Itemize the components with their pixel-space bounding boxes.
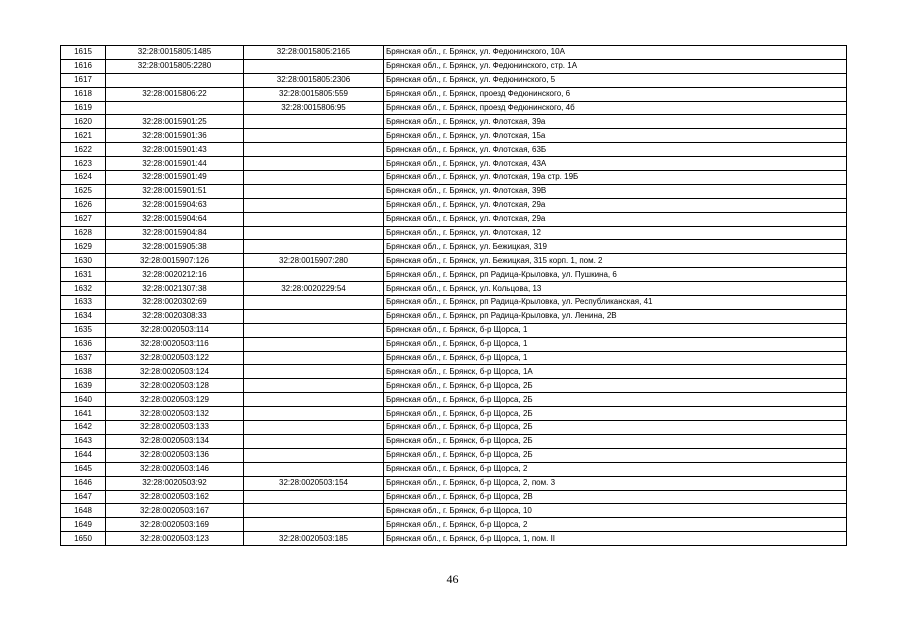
address-cell: Брянская обл., г. Брянск, ул. Флотская, 29а bbox=[384, 198, 847, 212]
address-cell: Брянская обл., г. Брянск, ул. Федюнинского, 5 bbox=[384, 73, 847, 87]
cadastral-number-cell: 32:28:0020503:132 bbox=[106, 407, 244, 421]
row-number-cell: 1650 bbox=[61, 532, 106, 546]
page-number: 46 bbox=[446, 572, 459, 586]
cadastral-number-cell: 32:28:0015907:126 bbox=[106, 254, 244, 268]
table-row bbox=[61, 365, 847, 379]
address-cell: Брянская обл., г. Брянск, б-р Щорса, 2Б bbox=[384, 393, 847, 407]
row-number-cell: 1641 bbox=[61, 407, 106, 421]
table-row bbox=[61, 462, 847, 476]
address-cell: Брянская обл., г. Брянск, ул. Флотская, 39а bbox=[384, 115, 847, 129]
related-cadastral-number-cell bbox=[244, 393, 384, 407]
table-row bbox=[61, 407, 847, 421]
cadastral-number-cell: 32:28:0020503:129 bbox=[106, 393, 244, 407]
cadastral-number-cell: 32:28:0020212:16 bbox=[106, 268, 244, 282]
related-cadastral-number-cell bbox=[244, 448, 384, 462]
related-cadastral-number-cell: 32:28:0015806:95 bbox=[244, 101, 384, 115]
cadastral-number-cell: 32:28:0015806:22 bbox=[106, 87, 244, 101]
cadastral-number-cell: 32:28:0015805:2280 bbox=[106, 59, 244, 73]
table-row bbox=[61, 296, 847, 310]
row-number-cell: 1626 bbox=[61, 198, 106, 212]
table-row bbox=[61, 393, 847, 407]
table-row bbox=[61, 518, 847, 532]
table-row bbox=[61, 101, 847, 115]
row-number-cell: 1637 bbox=[61, 351, 106, 365]
table-row bbox=[61, 115, 847, 129]
row-number-cell: 1618 bbox=[61, 87, 106, 101]
address-cell: Брянская обл., г. Брянск, б-р Щорса, 2 bbox=[384, 518, 847, 532]
row-number-cell: 1635 bbox=[61, 323, 106, 337]
cadastral-number-cell: 32:28:0015901:36 bbox=[106, 129, 244, 143]
address-cell: Брянская обл., г. Брянск, б-р Щорса, 2Б bbox=[384, 448, 847, 462]
address-cell: Брянская обл., г. Брянск, ул. Флотская, 12 bbox=[384, 226, 847, 240]
row-number-cell: 1616 bbox=[61, 59, 106, 73]
row-number-cell: 1647 bbox=[61, 490, 106, 504]
related-cadastral-number-cell bbox=[244, 462, 384, 476]
cadastral-number-cell: 32:28:0020503:136 bbox=[106, 448, 244, 462]
address-cell: Брянская обл., г. Брянск, ул. Флотская, 29а bbox=[384, 212, 847, 226]
table-row bbox=[61, 476, 847, 490]
address-cell: Брянская обл., г. Брянск, рп Радица-Крыловка, ул. Пушкина, 6 bbox=[384, 268, 847, 282]
address-cell: Брянская обл., г. Брянск, б-р Щорса, 1 bbox=[384, 351, 847, 365]
related-cadastral-number-cell: 32:28:0020229:54 bbox=[244, 282, 384, 296]
address-cell: Брянская обл., г. Брянск, проезд Федюнинского, 4б bbox=[384, 101, 847, 115]
row-number-cell: 1621 bbox=[61, 129, 106, 143]
address-cell: Брянская обл., г. Брянск, б-р Щорса, 2Б bbox=[384, 407, 847, 421]
address-cell: Брянская обл., г. Брянск, ул. Флотская, 39В bbox=[384, 184, 847, 198]
related-cadastral-number-cell bbox=[244, 171, 384, 185]
table-row bbox=[61, 171, 847, 185]
row-number-cell: 1615 bbox=[61, 46, 106, 60]
cadastral-number-cell bbox=[106, 101, 244, 115]
row-number-cell: 1630 bbox=[61, 254, 106, 268]
address-cell: Брянская обл., г. Брянск, ул. Флотская, 15а bbox=[384, 129, 847, 143]
row-number-cell: 1632 bbox=[61, 282, 106, 296]
row-number-cell: 1628 bbox=[61, 226, 106, 240]
row-number-cell: 1648 bbox=[61, 504, 106, 518]
registry-table bbox=[60, 45, 847, 546]
cadastral-number-cell: 32:28:0015904:63 bbox=[106, 198, 244, 212]
address-cell: Брянская обл., г. Брянск, проезд Федюнинского, 6 bbox=[384, 87, 847, 101]
related-cadastral-number-cell bbox=[244, 309, 384, 323]
table-row bbox=[61, 379, 847, 393]
cadastral-number-cell: 32:28:0020308:33 bbox=[106, 309, 244, 323]
address-cell: Брянская обл., г. Брянск, б-р Щорса, 1А bbox=[384, 365, 847, 379]
cadastral-number-cell: 32:28:0015901:51 bbox=[106, 184, 244, 198]
row-number-cell: 1631 bbox=[61, 268, 106, 282]
row-number-cell: 1622 bbox=[61, 143, 106, 157]
cadastral-number-cell bbox=[106, 73, 244, 87]
related-cadastral-number-cell bbox=[244, 198, 384, 212]
cadastral-number-cell: 32:28:0020503:128 bbox=[106, 379, 244, 393]
table-row bbox=[61, 87, 847, 101]
cadastral-number-cell: 32:28:0020503:123 bbox=[106, 532, 244, 546]
table-row bbox=[61, 351, 847, 365]
cadastral-number-cell: 32:28:0020503:146 bbox=[106, 462, 244, 476]
table-row bbox=[61, 309, 847, 323]
address-cell: Брянская обл., г. Брянск, б-р Щорса, 2Б bbox=[384, 421, 847, 435]
cadastral-number-cell: 32:28:0021307:38 bbox=[106, 282, 244, 296]
cadastral-number-cell: 32:28:0020503:116 bbox=[106, 337, 244, 351]
related-cadastral-number-cell: 32:28:0020503:154 bbox=[244, 476, 384, 490]
related-cadastral-number-cell bbox=[244, 129, 384, 143]
cadastral-number-cell: 32:28:0015901:25 bbox=[106, 115, 244, 129]
table-row bbox=[61, 282, 847, 296]
row-number-cell: 1643 bbox=[61, 434, 106, 448]
address-cell: Брянская обл., г. Брянск, б-р Щорса, 2Б bbox=[384, 379, 847, 393]
table-row bbox=[61, 129, 847, 143]
related-cadastral-number-cell bbox=[244, 379, 384, 393]
table-row bbox=[61, 421, 847, 435]
address-cell: Брянская обл., г. Брянск, ул. Бежицкая, 315 корп. 1, пом. 2 bbox=[384, 254, 847, 268]
cadastral-number-cell: 32:28:0020503:124 bbox=[106, 365, 244, 379]
related-cadastral-number-cell: 32:28:0015805:559 bbox=[244, 87, 384, 101]
table-row bbox=[61, 184, 847, 198]
address-cell: Брянская обл., г. Брянск, б-р Щорса, 2 bbox=[384, 462, 847, 476]
address-cell: Брянская обл., г. Брянск, б-р Щорса, 2, пом. 3 bbox=[384, 476, 847, 490]
related-cadastral-number-cell bbox=[244, 337, 384, 351]
row-number-cell: 1639 bbox=[61, 379, 106, 393]
cadastral-number-cell: 32:28:0020503:92 bbox=[106, 476, 244, 490]
table-row bbox=[61, 323, 847, 337]
related-cadastral-number-cell bbox=[244, 59, 384, 73]
row-number-cell: 1624 bbox=[61, 171, 106, 185]
related-cadastral-number-cell bbox=[244, 157, 384, 171]
address-cell: Брянская обл., г. Брянск, б-р Щорса, 1 bbox=[384, 323, 847, 337]
cadastral-number-cell: 32:28:0020503:167 bbox=[106, 504, 244, 518]
cadastral-number-cell: 32:28:0020503:114 bbox=[106, 323, 244, 337]
cadastral-number-cell: 32:28:0020503:162 bbox=[106, 490, 244, 504]
table-row bbox=[61, 212, 847, 226]
table-row bbox=[61, 504, 847, 518]
row-number-cell: 1633 bbox=[61, 296, 106, 310]
related-cadastral-number-cell bbox=[244, 518, 384, 532]
related-cadastral-number-cell bbox=[244, 434, 384, 448]
address-cell: Брянская обл., г. Брянск, ул. Федюнинского, стр. 1А bbox=[384, 59, 847, 73]
table-row bbox=[61, 240, 847, 254]
related-cadastral-number-cell bbox=[244, 365, 384, 379]
related-cadastral-number-cell: 32:28:0015805:2165 bbox=[244, 46, 384, 60]
cadastral-number-cell: 32:28:0020503:122 bbox=[106, 351, 244, 365]
table-row bbox=[61, 59, 847, 73]
table-row bbox=[61, 268, 847, 282]
row-number-cell: 1645 bbox=[61, 462, 106, 476]
row-number-cell: 1644 bbox=[61, 448, 106, 462]
related-cadastral-number-cell: 32:28:0015907:280 bbox=[244, 254, 384, 268]
row-number-cell: 1629 bbox=[61, 240, 106, 254]
address-cell: Брянская обл., г. Брянск, ул. Бежицкая, 319 bbox=[384, 240, 847, 254]
address-cell: Брянская обл., г. Брянск, б-р Щорса, 1, пом. II bbox=[384, 532, 847, 546]
table-row bbox=[61, 157, 847, 171]
table-row bbox=[61, 143, 847, 157]
row-number-cell: 1620 bbox=[61, 115, 106, 129]
row-number-cell: 1638 bbox=[61, 365, 106, 379]
table-row bbox=[61, 46, 847, 60]
cadastral-number-cell: 32:28:0020302:69 bbox=[106, 296, 244, 310]
table-row bbox=[61, 226, 847, 240]
address-cell: Брянская обл., г. Брянск, рп Радица-Крыловка, ул. Республиканская, 41 bbox=[384, 296, 847, 310]
row-number-cell: 1623 bbox=[61, 157, 106, 171]
row-number-cell: 1636 bbox=[61, 337, 106, 351]
table-row bbox=[61, 198, 847, 212]
related-cadastral-number-cell bbox=[244, 504, 384, 518]
row-number-cell: 1646 bbox=[61, 476, 106, 490]
row-number-cell: 1627 bbox=[61, 212, 106, 226]
row-number-cell: 1634 bbox=[61, 309, 106, 323]
table-row bbox=[61, 532, 847, 546]
cadastral-number-cell: 32:28:0015901:49 bbox=[106, 171, 244, 185]
table-row bbox=[61, 73, 847, 87]
address-cell: Брянская обл., г. Брянск, б-р Щорса, 2Б bbox=[384, 434, 847, 448]
related-cadastral-number-cell bbox=[244, 490, 384, 504]
row-number-cell: 1640 bbox=[61, 393, 106, 407]
related-cadastral-number-cell bbox=[244, 226, 384, 240]
related-cadastral-number-cell bbox=[244, 296, 384, 310]
registry-table-body bbox=[61, 46, 847, 546]
related-cadastral-number-cell bbox=[244, 323, 384, 337]
cadastral-number-cell: 32:28:0015905:38 bbox=[106, 240, 244, 254]
address-cell: Брянская обл., г. Брянск, б-р Щорса, 2В bbox=[384, 490, 847, 504]
table-row bbox=[61, 448, 847, 462]
row-number-cell: 1617 bbox=[61, 73, 106, 87]
address-cell: Брянская обл., г. Брянск, б-р Щорса, 10 bbox=[384, 504, 847, 518]
related-cadastral-number-cell bbox=[244, 407, 384, 421]
cadastral-number-cell: 32:28:0015904:64 bbox=[106, 212, 244, 226]
cadastral-number-cell: 32:28:0020503:134 bbox=[106, 434, 244, 448]
row-number-cell: 1642 bbox=[61, 421, 106, 435]
related-cadastral-number-cell bbox=[244, 268, 384, 282]
related-cadastral-number-cell bbox=[244, 184, 384, 198]
cadastral-number-cell: 32:28:0020503:133 bbox=[106, 421, 244, 435]
address-cell: Брянская обл., г. Брянск, ул. Флотская, 43А bbox=[384, 157, 847, 171]
table-row bbox=[61, 490, 847, 504]
cadastral-number-cell: 32:28:0015901:43 bbox=[106, 143, 244, 157]
table-row bbox=[61, 434, 847, 448]
address-cell: Брянская обл., г. Брянск, б-р Щорса, 1 bbox=[384, 337, 847, 351]
related-cadastral-number-cell: 32:28:0020503:185 bbox=[244, 532, 384, 546]
related-cadastral-number-cell bbox=[244, 143, 384, 157]
address-cell: Брянская обл., г. Брянск, ул. Федюнинского, 10А bbox=[384, 46, 847, 60]
row-number-cell: 1649 bbox=[61, 518, 106, 532]
related-cadastral-number-cell bbox=[244, 240, 384, 254]
related-cadastral-number-cell bbox=[244, 212, 384, 226]
address-cell: Брянская обл., г. Брянск, рп Радица-Крыловка, ул. Ленина, 2В bbox=[384, 309, 847, 323]
table-row bbox=[61, 254, 847, 268]
related-cadastral-number-cell bbox=[244, 115, 384, 129]
related-cadastral-number-cell bbox=[244, 421, 384, 435]
cadastral-number-cell: 32:28:0015805:1485 bbox=[106, 46, 244, 60]
row-number-cell: 1619 bbox=[61, 101, 106, 115]
row-number-cell: 1625 bbox=[61, 184, 106, 198]
cadastral-number-cell: 32:28:0020503:169 bbox=[106, 518, 244, 532]
table-row bbox=[61, 337, 847, 351]
related-cadastral-number-cell: 32:28:0015805:2306 bbox=[244, 73, 384, 87]
address-cell: Брянская обл., г. Брянск, ул. Кольцова, 13 bbox=[384, 282, 847, 296]
address-cell: Брянская обл., г. Брянск, ул. Флотская, 19а стр. 19Б bbox=[384, 171, 847, 185]
cadastral-number-cell: 32:28:0015904:84 bbox=[106, 226, 244, 240]
address-cell: Брянская обл., г. Брянск, ул. Флотская, 63Б bbox=[384, 143, 847, 157]
cadastral-number-cell: 32:28:0015901:44 bbox=[106, 157, 244, 171]
related-cadastral-number-cell bbox=[244, 351, 384, 365]
